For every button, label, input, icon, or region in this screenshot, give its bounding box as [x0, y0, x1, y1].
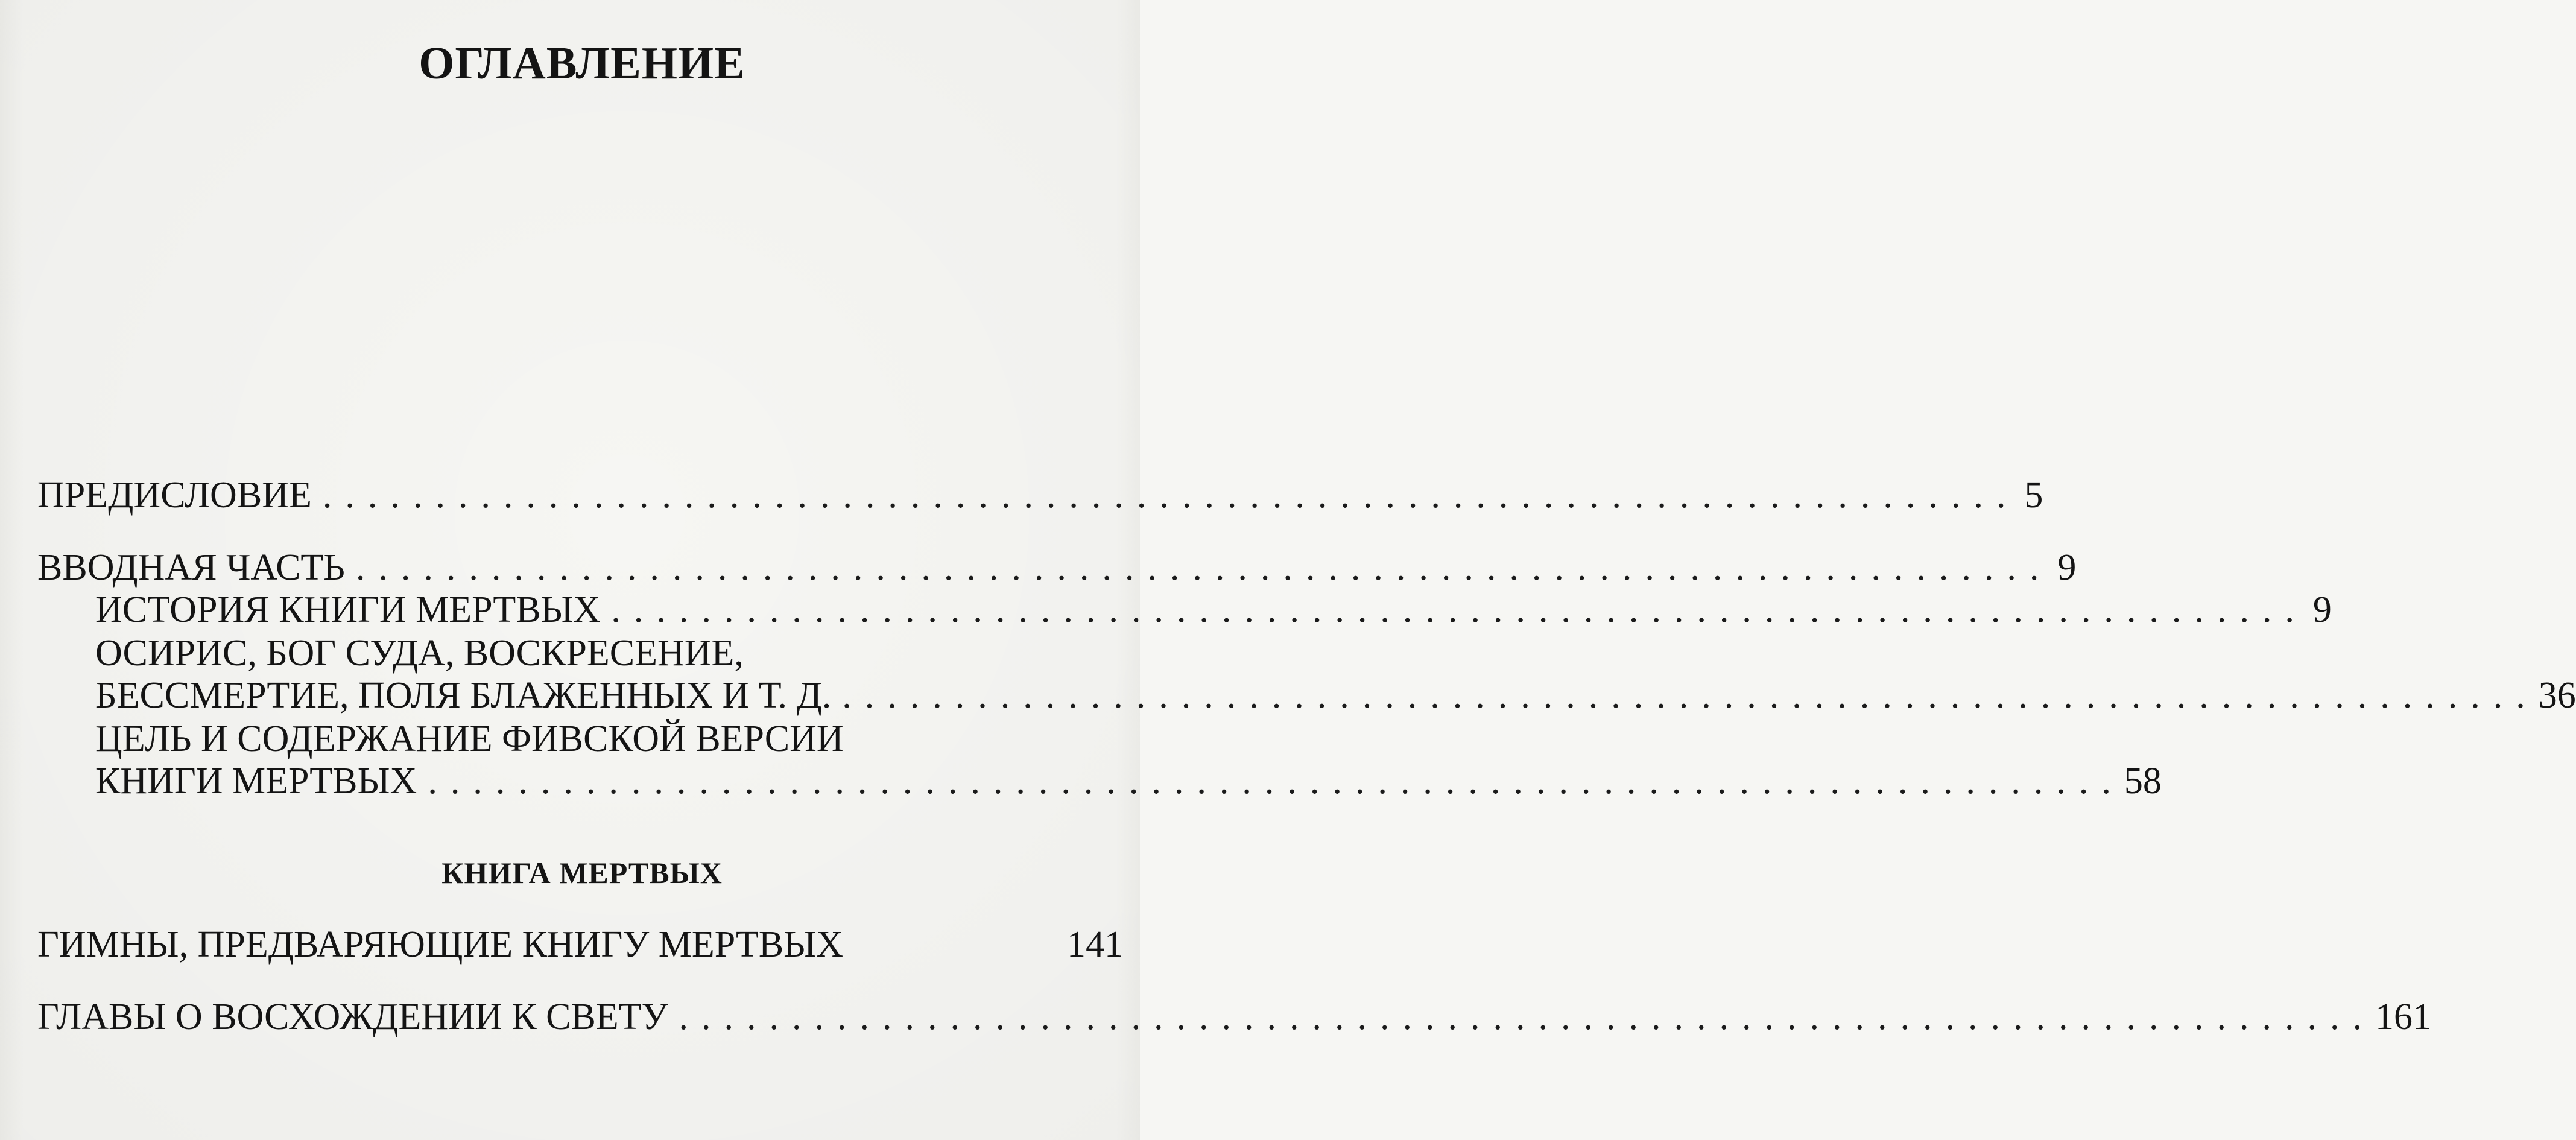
- toc-entry-label: ВВОДНАЯ ЧАСТЬ: [37, 547, 345, 588]
- dot-leader: ...........................................................................: [322, 475, 2019, 516]
- dot-leader: ...........................................................................: [355, 547, 2052, 588]
- toc-page-number: 58: [2124, 761, 2162, 802]
- toc-entry-purpose: [95, 761, 2162, 802]
- toc-entry-purpose-line1: ЦЕЛЬ И СОДЕРЖАНИЕ ФИВСКОЙ ВЕРСИИ: [95, 718, 844, 759]
- toc-page-number: 161: [2375, 996, 2431, 1037]
- toc-entry-label: ПРЕДИСЛОВИЕ: [37, 475, 312, 516]
- toc-entry-label: ГЛАВЫ О ВОСХОЖДЕНИИ К СВЕТУ: [37, 996, 668, 1037]
- toc-entry-label: ГИМНЫ, ПРЕДВАРЯЮЩИЕ КНИГУ МЕРТВЫХ: [37, 924, 844, 965]
- toc-entry-osiris: [95, 675, 2576, 716]
- toc-entry-hymns: [37, 926, 1123, 963]
- toc-entry-label: ИСТОРИЯ КНИГИ МЕРТВЫХ: [95, 589, 601, 630]
- toc-page-number: 9: [2057, 547, 2077, 588]
- toc-page-number: 36: [2538, 675, 2576, 716]
- page-title: ОГЛАВЛЕНИЕ: [419, 38, 745, 89]
- toc-page-number: 141: [1067, 924, 1123, 965]
- toc-page-number: 5: [2024, 475, 2043, 516]
- section-heading: КНИГА МЕРТВЫХ: [441, 856, 723, 890]
- dot-leader: ...........................................................................: [842, 675, 2539, 716]
- toc-page-number: 9: [2312, 589, 2332, 630]
- dot-leader: ...........................................................................: [679, 996, 2375, 1037]
- toc-entry-label: БЕССМЕРТИЕ, ПОЛЯ БЛАЖЕННЫХ И Т. Д.: [95, 675, 832, 716]
- toc-entry-osiris-line1: ОСИРИС, БОГ СУДА, ВОСКРЕСЕНИЕ,: [95, 633, 744, 674]
- dot-leader: ...........................................................................: [611, 589, 2308, 630]
- toc-entry-chapters: [37, 996, 2431, 1037]
- toc-entry-label: КНИГИ МЕРТВЫХ: [95, 761, 417, 802]
- dot-leader: ...........................................................................: [428, 761, 2124, 802]
- toc-entry-history: [95, 589, 2332, 630]
- toc-entry-introduction: [37, 547, 2077, 588]
- toc-entry-preface: [37, 475, 2043, 516]
